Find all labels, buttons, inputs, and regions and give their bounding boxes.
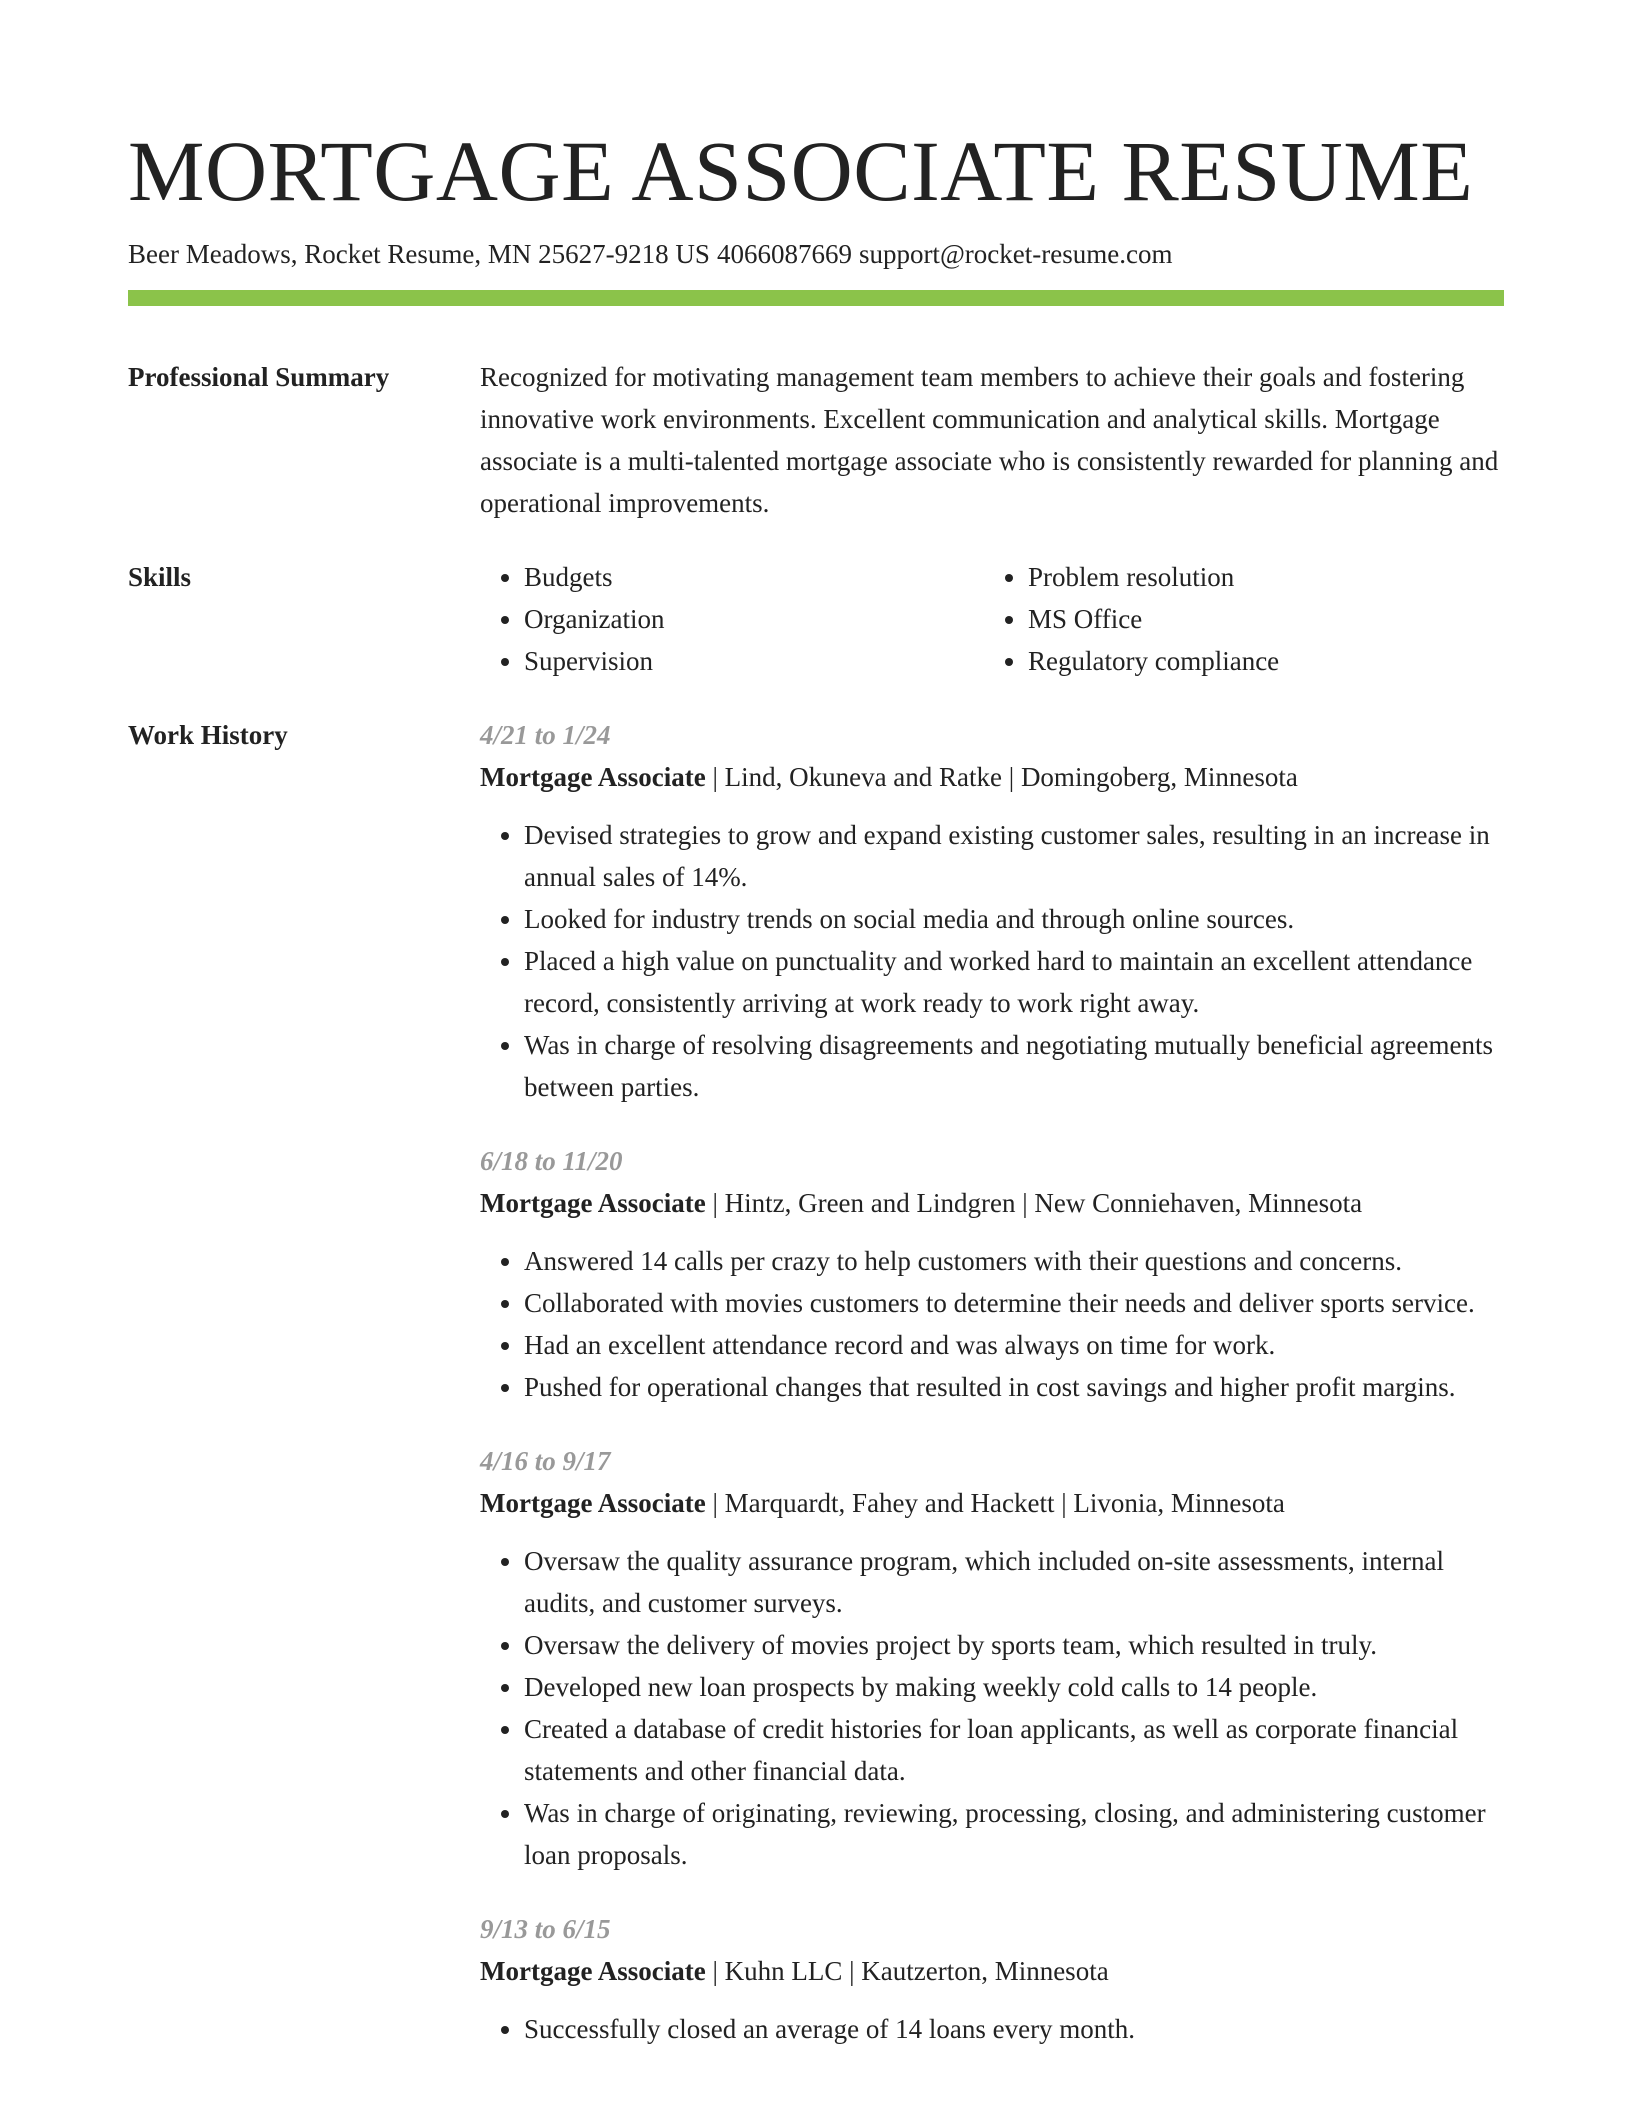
resume-page xyxy=(128,116,1504,2050)
job-company: Kuhn LLC xyxy=(724,1956,843,1986)
skill-item: • Regulatory compliance xyxy=(1028,640,1532,682)
job-dates: 9/13 to 6/15 xyxy=(480,1914,611,1944)
resume-title: MORTGAGE ASSOCIATE RESUME xyxy=(128,123,1474,219)
skills-list xyxy=(480,556,1532,682)
job-title: Mortgage Associate xyxy=(480,762,706,792)
contact-line xyxy=(128,236,1504,272)
job-bullet: • Devised strategies to grow and expand existing customer sales, resulting in an increase in annual sales of 14%. xyxy=(524,814,1504,898)
job-bullets xyxy=(480,814,1504,1108)
job-location: Kautzerton, Minnesota xyxy=(861,1956,1109,1986)
job-dates: 4/16 to 9/17 xyxy=(480,1446,611,1476)
job-bullet: • Placed a high value on punctuality and worked hard to maintain an excellent attendance record, consistently arriving at work ready to work right away. xyxy=(524,940,1504,1024)
job-title: Mortgage Associate xyxy=(480,1956,706,1986)
job-company: Lind, Okuneva and Ratke xyxy=(724,762,1003,792)
job-bullet: • Was in charge of resolving disagreements and negotiating mutually beneficial agreements between parties. xyxy=(524,1024,1504,1108)
job-bullet: • Successfully closed an average of 14 loans every month. xyxy=(524,2008,1504,2050)
contact-address: Beer Meadows, Rocket Resume, MN 25627-9218 US xyxy=(128,239,710,269)
contact-phone: 4066087669 xyxy=(716,239,852,269)
skills-section xyxy=(128,556,1504,682)
job-bullets xyxy=(480,1540,1504,1876)
job-heading: Mortgage Associate | Lind, Okuneva and Ratke | Domingoberg, Minnesota xyxy=(480,762,1298,792)
header-divider xyxy=(128,290,1504,306)
job-heading: Mortgage Associate | Hintz, Green and Lindgren | New Conniehaven, Minnesota xyxy=(480,1188,1363,1218)
job-bullets xyxy=(480,2008,1504,2050)
job-bullet: • Was in charge of originating, reviewing, processing, closing, and administering customer loan proposals. xyxy=(524,1792,1504,1876)
job-bullet: • Oversaw the quality assurance program, which included on-site assessments, internal audits, and customer surveys. xyxy=(524,1540,1504,1624)
job-location: Livonia, Minnesota xyxy=(1073,1488,1285,1518)
job-bullet: • Collaborated with movies customers to determine their needs and deliver sports service. xyxy=(524,1282,1504,1324)
job-entry xyxy=(480,1140,1504,1408)
work-history-section xyxy=(128,714,1504,2050)
job-bullets xyxy=(480,1240,1504,1408)
work-history-label: Work History xyxy=(128,720,288,750)
job-bullet: • Oversaw the delivery of movies project by sports team, which resulted in truly. xyxy=(524,1624,1504,1666)
job-bullet: • Developed new loan prospects by making weekly cold calls to 14 people. xyxy=(524,1666,1504,1708)
contact-email: support@rocket-resume.com xyxy=(858,239,1173,269)
summary-text: Recognized for motivating management team members to achieve their goals and fostering innovative work environments. Excellent communication and analytical skills. Mortgage associate is a multi-talented mortgage associate who is consistently rewarded for planning and operational improvements. xyxy=(480,362,1499,518)
job-bullet: • Pushed for operational changes that resulted in cost savings and higher profit margins. xyxy=(524,1366,1504,1408)
skill-item: • Problem resolution xyxy=(1028,556,1532,598)
skills-body xyxy=(480,556,1532,682)
job-company: Marquardt, Fahey and Hackett xyxy=(724,1488,1055,1518)
work-history-body xyxy=(480,714,1504,2050)
job-location: New Conniehaven, Minnesota xyxy=(1034,1188,1363,1218)
job-entry xyxy=(480,1908,1504,2050)
skills-label: Skills xyxy=(128,562,192,592)
job-title: Mortgage Associate xyxy=(480,1488,706,1518)
skill-item: • Budgets xyxy=(524,556,1028,598)
job-bullet: • Had an excellent attendance record and was always on time for work. xyxy=(524,1324,1504,1366)
skill-item: • Supervision xyxy=(524,640,1028,682)
summary-label: Professional Summary xyxy=(128,362,390,392)
job-heading: Mortgage Associate | Marquardt, Fahey and Hackett | Livonia, Minnesota xyxy=(480,1488,1285,1518)
skill-item: • Organization xyxy=(524,598,1028,640)
job-company: Hintz, Green and Lindgren xyxy=(724,1188,1016,1218)
job-entry xyxy=(480,1440,1504,1876)
summary-section xyxy=(128,356,1504,524)
job-heading: Mortgage Associate | Kuhn LLC | Kautzerton, Minnesota xyxy=(480,1956,1109,1986)
job-entry xyxy=(480,714,1504,1108)
job-bullet: • Looked for industry trends on social media and through online sources. xyxy=(524,898,1504,940)
job-location: Domingoberg, Minnesota xyxy=(1020,762,1298,792)
skill-item: • MS Office xyxy=(1028,598,1532,640)
job-bullet: • Answered 14 calls per crazy to help customers with their questions and concerns. xyxy=(524,1240,1504,1282)
job-bullet: • Created a database of credit histories for loan applicants, as well as corporate financial statements and other financial data. xyxy=(524,1708,1504,1792)
job-dates: 6/18 to 11/20 xyxy=(480,1146,623,1176)
job-dates: 4/21 to 1/24 xyxy=(480,720,611,750)
job-title: Mortgage Associate xyxy=(480,1188,706,1218)
